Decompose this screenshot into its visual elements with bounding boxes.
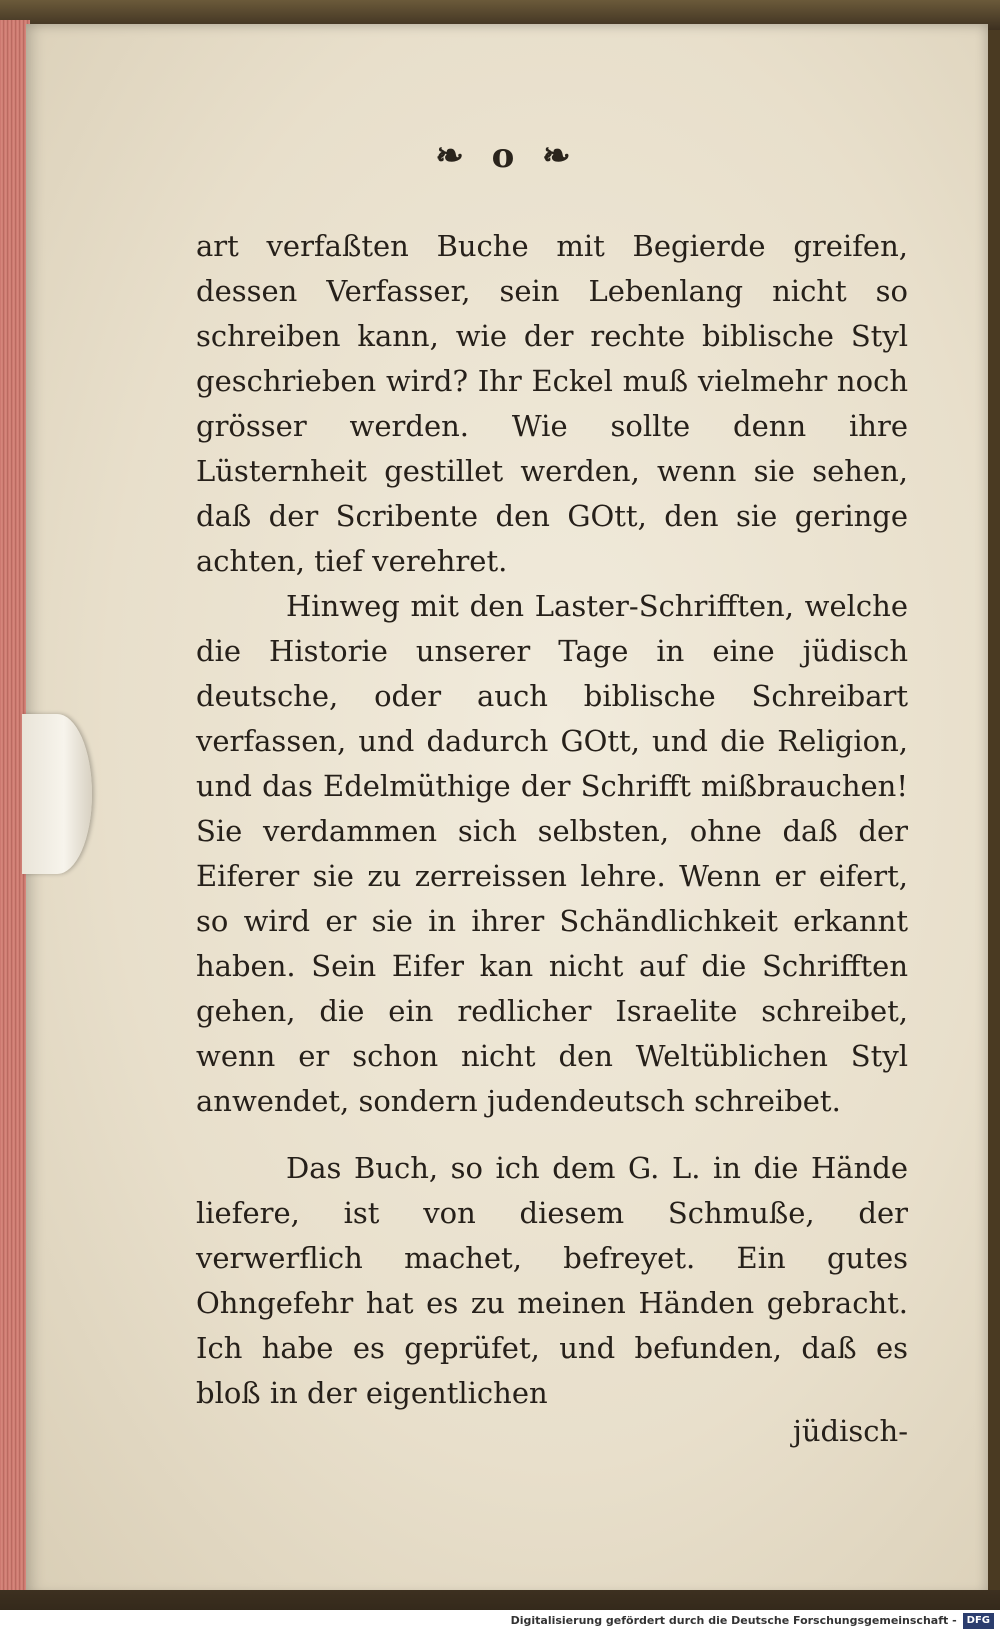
paragraph-3 [196,1146,908,1416]
paragraph-text: Das Buch, so ich dem G. L. in die Hände liefere, ist von diesem Schmuße, der verwerflich machet, befreyet. Ein gutes Ohngefehr hat es zu meinen Händen gebracht. Ich habe es geprüfet, und befunden, daß es bloß in der eigentlichen [196,1151,908,1410]
paragraph-text: Hinweg mit den Laster-Schrifften, welche die Historie unserer Tage in eine jüdisch deutsche, oder auch biblische Schreibart verfassen, und dadurch GOtt, und die Religion, und das Edelmüthige der Schrifft mißbrauchen! Sie verdammen sich selbsten, ohne daß der Eiferer sie zu zerreissen lehre. Wenn er eifert, so wird er sie in ihrer Schändlichkeit erkannt haben. Sein Eifer kan nicht auf die Schrifften gehen, die ein redlicher Israelite schreibet, wenn er schon nicht den Weltüblichen Styl anwendet, sondern judendeutsch schreibet. [196,589,908,1118]
catchword: jüdisch- [792,1414,908,1448]
digitization-footer [0,1610,1000,1632]
paragraph-2 [196,584,908,1124]
bookmark-tab [22,714,92,874]
book-page [26,24,988,1596]
dfg-logo: DFG [963,1613,994,1629]
page-ornament: ❧ o ❧ [435,136,579,176]
footer-credit: Digitalisierung gefördert durch die Deutsche Forschungsgemeinschaft - [510,1614,957,1627]
paragraph-text: art verfaßten Buche mit Begierde greifen, dessen Verfasser, sein Lebenlang nicht so schreiben kann, wie der rechte biblische Styl geschrieben wird? Ihr Eckel muß vielmehr noch grösser werden. Wie sollte denn ihre Lüsternheit gestillet werden, wenn sie sehen, daß der Scribente den GOtt, den sie geringe achten, tief verehret. [196,229,908,578]
paragraph-1 [196,224,908,584]
